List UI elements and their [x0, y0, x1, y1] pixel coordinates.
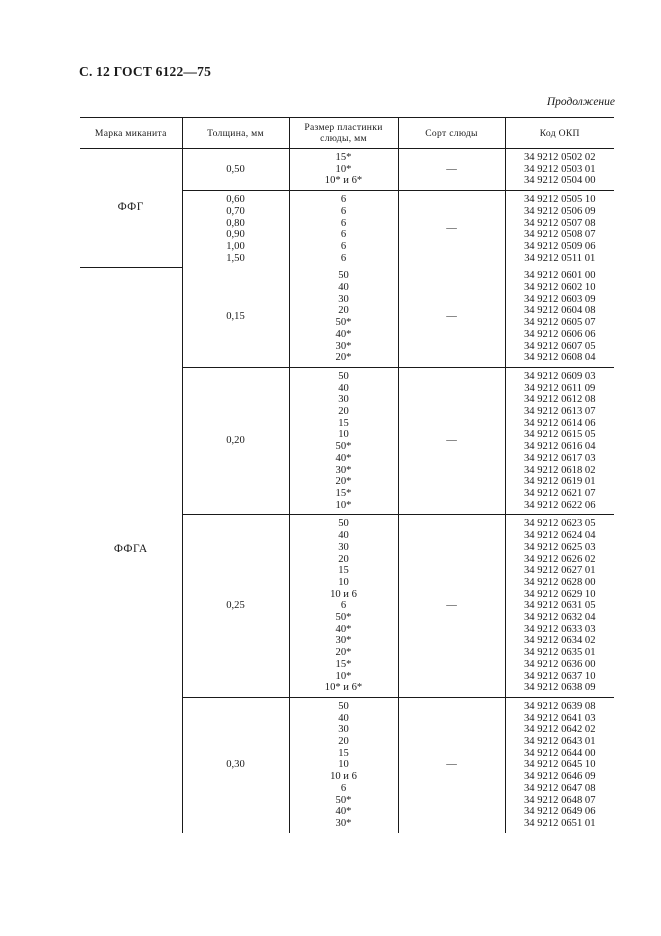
column-header-thickness: Толщина, мм — [182, 118, 289, 149]
plate-size-cell-value: 50 — [338, 370, 349, 382]
thickness-cell-value: 0,70 — [226, 205, 245, 217]
okp-code-cell-value: 34 9212 0646 09 — [523, 771, 596, 783]
column-header-plate-size: Размер пластинки слюды, мм — [289, 118, 398, 149]
plate-size-cell-value: 50* — [335, 612, 352, 624]
okp-code-cell-value: 34 9212 0631 05 — [523, 600, 596, 612]
continuation-label: Продолжение — [546, 96, 615, 108]
plate-size-cell-value: 15* — [335, 658, 352, 670]
okp-code-cell-value: 34 9212 0614 06 — [523, 417, 596, 429]
thickness-cell-value: 1,00 — [226, 240, 245, 252]
plate-size-cell-value: 30* — [335, 340, 352, 352]
okp-code-cell-value: 34 9212 0623 05 — [523, 518, 596, 530]
column-header-okp-code: Код ОКП — [505, 118, 614, 149]
thickness-cell-value: 0,30 — [226, 759, 245, 771]
plate-size-cell-value: 10* и 6* — [324, 682, 363, 694]
thickness-cell-value: 0,15 — [226, 311, 245, 323]
okp-code-cell-value: 34 9212 0511 01 — [524, 252, 596, 264]
thickness-cell-value: 1,50 — [226, 252, 245, 264]
okp-code-cell-value: 34 9212 0645 10 — [523, 759, 596, 771]
okp-code-cell-value: 34 9212 0629 10 — [523, 588, 596, 600]
okp-code-cell-value: 34 9212 0627 01 — [523, 565, 596, 577]
table-row — [80, 267, 614, 367]
thickness-cell — [182, 267, 289, 367]
plate-size-cell-value: 30 — [338, 541, 349, 553]
plate-size-cell — [289, 149, 398, 191]
plate-size-cell-value: 40* — [335, 328, 352, 340]
okp-code-cell-value: 34 9212 0502 02 — [523, 152, 596, 163]
plate-size-cell — [289, 697, 398, 832]
okp-code-cell — [505, 191, 614, 268]
thickness-cell — [182, 149, 289, 191]
plate-size-cell-value: 30* — [335, 464, 352, 476]
okp-code-cell-value: 34 9212 0648 07 — [523, 794, 596, 806]
column-header-brand: Марка миканита — [80, 118, 182, 149]
table-header-row — [80, 118, 614, 149]
okp-code-cell-value: 34 9212 0636 00 — [523, 658, 596, 670]
plate-size-cell — [289, 267, 398, 367]
okp-code-cell-value: 34 9212 0602 10 — [523, 282, 596, 294]
mica-grade-cell: — — [398, 267, 505, 367]
thickness-cell — [182, 515, 289, 698]
okp-code-cell — [505, 367, 614, 514]
plate-size-cell-value: 10 и 6 — [330, 771, 357, 783]
plate-size-cell-value: 20* — [335, 647, 352, 659]
mica-grade-cell: — — [398, 515, 505, 698]
thickness-cell-value: 0,25 — [226, 600, 245, 612]
okp-code-cell-value: 34 9212 0634 02 — [523, 635, 596, 647]
plate-size-cell-value: 10* — [335, 163, 352, 175]
okp-code-cell-value: 34 9212 0644 00 — [523, 747, 596, 759]
plate-size-cell-value: 40 — [338, 382, 349, 394]
okp-code-cell-value: 34 9212 0608 04 — [523, 352, 596, 364]
okp-code-cell-value: 34 9212 0621 07 — [523, 487, 596, 499]
plate-size-cell-value: 40* — [335, 623, 352, 635]
okp-code-cell-value: 34 9212 0642 02 — [523, 724, 596, 736]
thickness-cell — [182, 367, 289, 514]
plate-size-cell-value: 10 — [338, 759, 349, 771]
plate-size-cell-value: 50* — [335, 441, 352, 453]
plate-size-cell — [289, 191, 398, 268]
plate-size-cell-value: 20* — [335, 352, 352, 364]
plate-size-cell-value: 6 — [340, 205, 347, 217]
okp-code-cell — [505, 149, 614, 191]
plate-size-cell-value: 50 — [338, 518, 349, 530]
okp-code-cell-value: 34 9212 0647 08 — [523, 782, 596, 794]
plate-size-cell-value: 6 — [340, 252, 347, 264]
plate-size-cell-value: 50* — [335, 794, 352, 806]
okp-code-cell-value: 34 9212 0632 04 — [523, 612, 596, 624]
plate-size-cell — [289, 367, 398, 514]
plate-size-cell-value: 40* — [335, 806, 352, 818]
okp-code-cell-value: 34 9212 0619 01 — [523, 476, 596, 488]
plate-size-cell — [289, 515, 398, 698]
okp-code-cell-value: 34 9212 0651 01 — [523, 817, 596, 829]
plate-size-cell-value: 30* — [335, 817, 352, 829]
okp-code-cell — [505, 697, 614, 832]
plate-size-cell-value: 6 — [340, 229, 347, 241]
okp-code-cell-value: 34 9212 0616 04 — [523, 441, 596, 453]
brand-cell: ФФГ — [80, 149, 182, 268]
plate-size-cell-value: 15* — [335, 487, 352, 499]
plate-size-cell-value: 40* — [335, 452, 352, 464]
plate-size-cell-value: 20 — [338, 406, 349, 418]
okp-code-cell-value: 34 9212 0509 06 — [523, 240, 596, 252]
okp-code-cell-value: 34 9212 0506 09 — [523, 205, 596, 217]
thickness-cell-value: 0,60 — [226, 194, 245, 206]
specification-table — [80, 117, 614, 833]
okp-code-cell-value: 34 9212 0625 03 — [523, 541, 596, 553]
okp-code-cell-value: 34 9212 0624 04 — [523, 530, 596, 542]
okp-code-cell-value: 34 9212 0606 06 — [523, 328, 596, 340]
okp-code-cell-value: 34 9212 0618 02 — [523, 464, 596, 476]
okp-code-cell-value: 34 9212 0508 07 — [523, 229, 596, 241]
mica-grade-cell: — — [398, 149, 505, 191]
column-header-mica-grade: Сорт слюды — [398, 118, 505, 149]
mica-grade-cell: — — [398, 191, 505, 268]
plate-size-cell-value: 15 — [338, 565, 349, 577]
plate-size-cell-value: 30 — [338, 293, 349, 305]
okp-code-cell-value: 34 9212 0638 09 — [523, 682, 596, 694]
mica-grade-cell: — — [398, 367, 505, 514]
okp-code-cell-value: 34 9212 0503 01 — [523, 163, 596, 175]
plate-size-cell-value: 10 — [338, 576, 349, 588]
okp-code-cell-value: 34 9212 0504 00 — [523, 175, 596, 187]
plate-size-cell-value: 10 и 6 — [330, 588, 357, 600]
thickness-cell-value: 0,20 — [226, 435, 245, 447]
thickness-cell — [182, 697, 289, 832]
table-body — [80, 149, 614, 833]
okp-code-cell-value: 34 9212 0628 00 — [523, 576, 596, 588]
plate-size-cell-value: 40 — [338, 530, 349, 542]
plate-size-cell-value: 6 — [340, 240, 347, 252]
okp-code-cell-value: 34 9212 0641 03 — [523, 712, 596, 724]
okp-code-cell-value: 34 9212 0617 03 — [523, 452, 596, 464]
plate-size-cell-value: 10* — [335, 499, 352, 511]
plate-size-cell-value: 6 — [340, 782, 347, 794]
page-header: С. 12 ГОСТ 6122—75 — [79, 64, 212, 79]
plate-size-cell-value: 15 — [338, 747, 349, 759]
plate-size-cell-value: 50 — [338, 700, 349, 712]
plate-size-cell-value: 15 — [338, 417, 349, 429]
table-row — [80, 149, 614, 191]
plate-size-cell-value: 10* и 6* — [324, 175, 363, 187]
okp-code-cell-value: 34 9212 0609 03 — [523, 370, 596, 382]
plate-size-cell-value: 6 — [340, 194, 347, 206]
okp-code-cell-value: 34 9212 0633 03 — [523, 623, 596, 635]
thickness-cell-value: 0,50 — [226, 163, 245, 175]
plate-size-cell-value: 30 — [338, 394, 349, 406]
okp-code-cell-value: 34 9212 0643 01 — [523, 736, 596, 748]
okp-code-cell-value: 34 9212 0626 02 — [523, 553, 596, 565]
okp-code-cell-value: 34 9212 0505 10 — [523, 194, 596, 206]
okp-code-cell — [505, 515, 614, 698]
okp-code-cell-value: 34 9212 0507 08 — [523, 217, 596, 229]
plate-size-cell-value: 30 — [338, 724, 349, 736]
plate-size-cell-value: 30* — [335, 635, 352, 647]
okp-code-cell-value: 34 9212 0603 09 — [523, 293, 596, 305]
okp-code-cell-value: 34 9212 0605 07 — [523, 317, 596, 329]
okp-code-cell-value: 34 9212 0622 06 — [523, 499, 596, 511]
okp-code-cell-value: 34 9212 0635 01 — [523, 647, 596, 659]
thickness-cell — [182, 191, 289, 268]
plate-size-cell-value: 20 — [338, 736, 349, 748]
okp-code-cell-value: 34 9212 0615 05 — [523, 429, 596, 441]
okp-code-cell-value: 34 9212 0613 07 — [523, 406, 596, 418]
plate-size-cell-value: 40 — [338, 282, 349, 294]
okp-code-cell-value: 34 9212 0607 05 — [523, 340, 596, 352]
okp-code-cell-value: 34 9212 0604 08 — [523, 305, 596, 317]
plate-size-cell-value: 6 — [340, 217, 347, 229]
plate-size-cell-value: 10 — [338, 429, 349, 441]
plate-size-cell-value: 6 — [340, 600, 347, 612]
okp-code-cell-value: 34 9212 0639 08 — [523, 700, 596, 712]
thickness-cell-value: 0,90 — [226, 229, 245, 241]
plate-size-cell-value: 20* — [335, 476, 352, 488]
plate-size-cell-value: 15* — [335, 152, 352, 163]
okp-code-cell-value: 34 9212 0611 09 — [524, 382, 596, 394]
okp-code-cell — [505, 267, 614, 367]
plate-size-cell-value: 50 — [338, 270, 349, 282]
thickness-cell-value: 0,80 — [226, 217, 245, 229]
plate-size-cell-value: 20 — [338, 553, 349, 565]
plate-size-cell-value: 50* — [335, 317, 352, 329]
mica-grade-cell: — — [398, 697, 505, 832]
okp-code-cell-value: 34 9212 0601 00 — [523, 270, 596, 282]
plate-size-cell-value: 10* — [335, 670, 352, 682]
okp-code-cell-value: 34 9212 0612 08 — [523, 394, 596, 406]
plate-size-cell-value: 20 — [338, 305, 349, 317]
brand-cell: ФФГА — [113, 543, 148, 556]
okp-code-cell-value: 34 9212 0649 06 — [523, 806, 596, 818]
plate-size-cell-value: 40 — [338, 712, 349, 724]
okp-code-cell-value: 34 9212 0637 10 — [523, 670, 596, 682]
